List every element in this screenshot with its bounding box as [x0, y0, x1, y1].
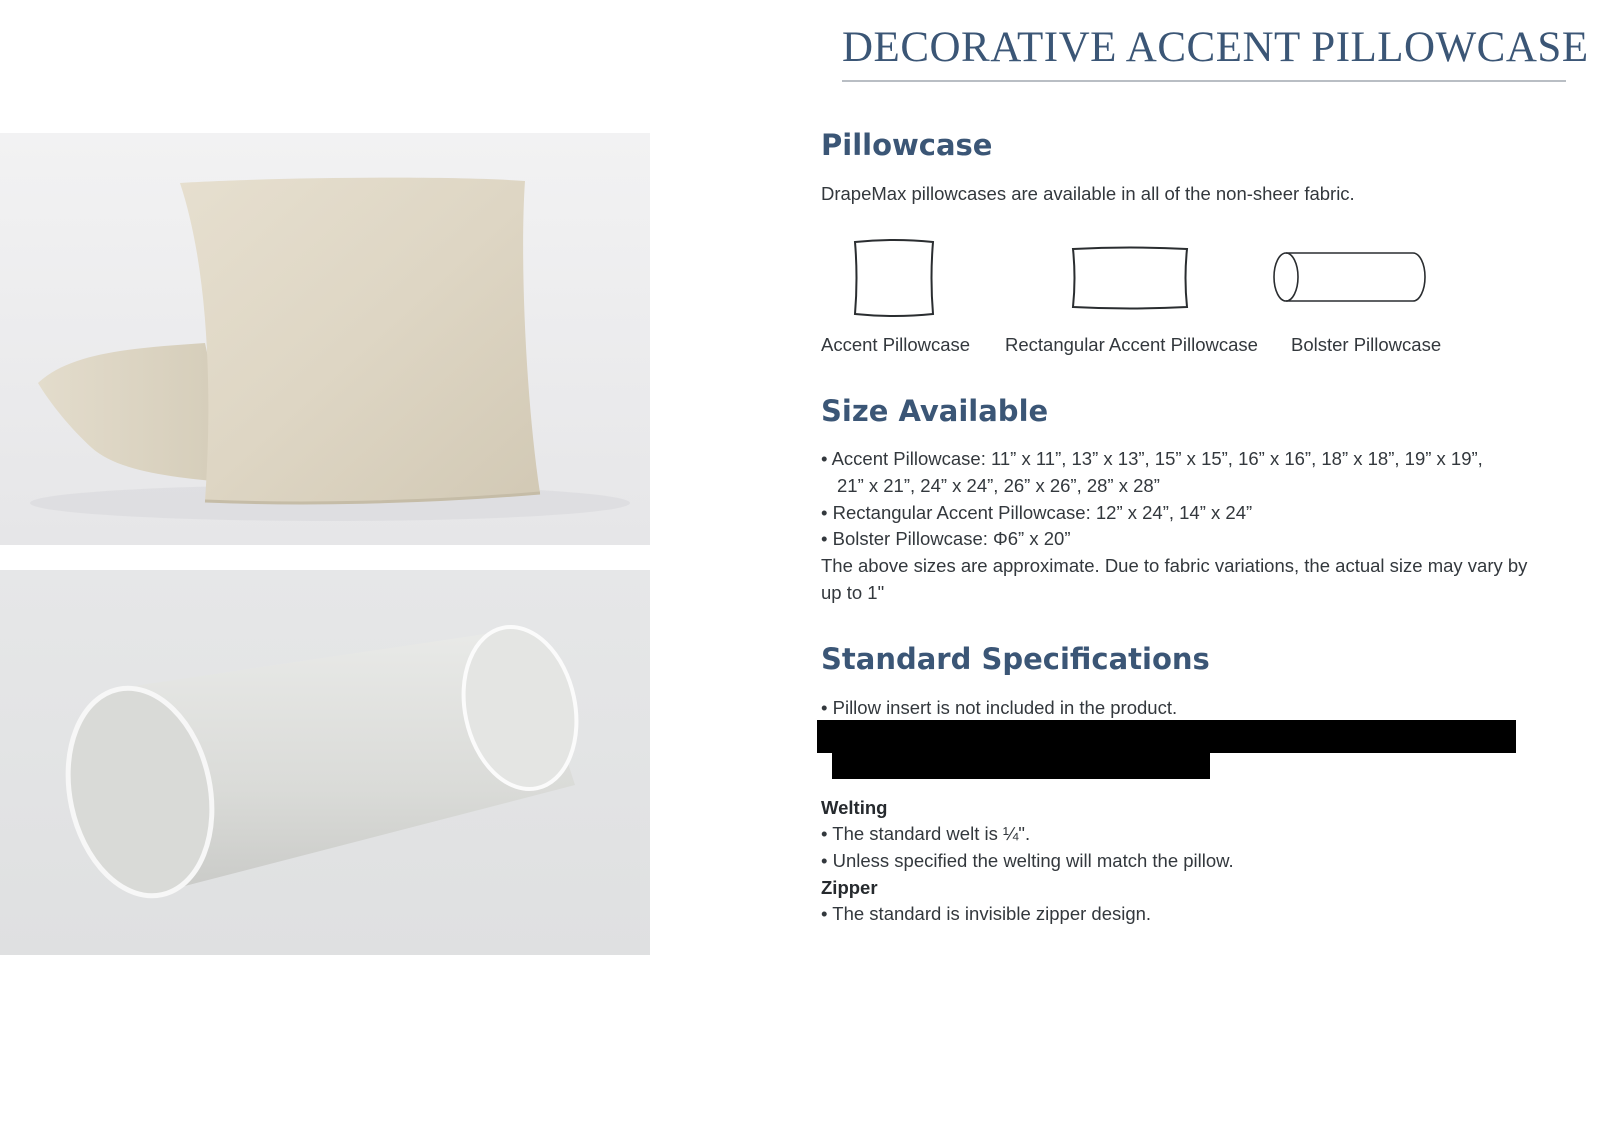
bolster-pillow-icon: [1273, 251, 1427, 303]
accent-pillowcase-label: Accent Pillowcase: [821, 334, 971, 355]
zipper-heading: Zipper: [821, 877, 878, 898]
accent-pillow-photo: [0, 133, 650, 545]
bolster-pillow-photo: [0, 570, 650, 955]
specs-heading: Standard Specifications: [821, 642, 1210, 676]
size-note: The above sizes are approximate. Due to fabric variations, the actual size may vary by: [821, 555, 1528, 576]
redaction-bar: [832, 752, 1210, 779]
square-pillow-icon: [851, 236, 937, 320]
size-line: • Bolster Pillowcase: Φ6” x 20”: [821, 528, 1071, 549]
welting-heading: Welting: [821, 797, 888, 818]
title-divider: [842, 80, 1566, 82]
insert-note: • Pillow insert is not included in the product.: [821, 697, 1178, 718]
welting-item: • The standard welt is ¼".: [821, 823, 1031, 844]
size-line: • Rectangular Accent Pillowcase: 12” x 24”, 14” x 24”: [821, 502, 1253, 523]
size-line: • Accent Pillowcase: 11” x 11”, 13” x 13”, 15” x 15”, 16” x 16”, 18” x 18”, 19” x 19”,: [821, 448, 1483, 469]
pillowcase-intro: DrapeMax pillowcases are available in all of the non-sheer fabric.: [821, 183, 1355, 204]
page-title: DECORATIVE ACCENT PILLOWCASE: [842, 24, 1589, 71]
rectangular-pillowcase-label: Rectangular Accent Pillowcase: [1005, 334, 1258, 355]
size-note: up to 1": [821, 582, 885, 603]
bolster-pillowcase-label: Bolster Pillowcase: [1291, 334, 1442, 355]
size-line: 21” x 21”, 24” x 24”, 26” x 26”, 28” x 28”: [837, 475, 1160, 496]
pillowcase-heading: Pillowcase: [821, 128, 993, 162]
rectangular-pillow-icon: [1070, 245, 1190, 311]
size-heading: Size Available: [821, 394, 1049, 428]
zipper-item: • The standard is invisible zipper design.: [821, 903, 1152, 924]
welting-item: • Unless specified the welting will match the pillow.: [821, 850, 1234, 871]
redaction-bar: [817, 720, 1516, 753]
